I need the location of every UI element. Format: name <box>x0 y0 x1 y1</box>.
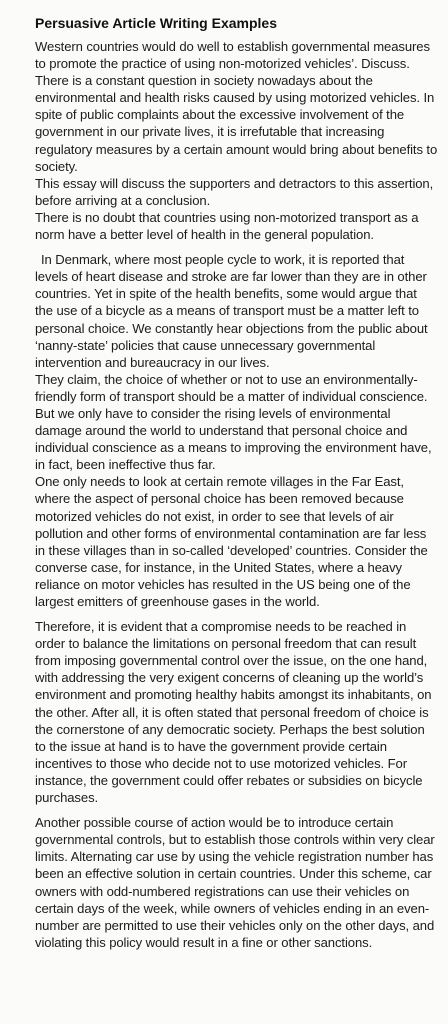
essay-outline-paragraph: This essay will discuss the supporters and detractors to this assertion, before arriving at a conclusion. <box>35 175 434 208</box>
thesis-paragraph: There is no doubt that countries using non-motorized transport as a norm have a better level of health in the general population. <box>35 209 419 243</box>
paragraph-gap <box>35 610 438 618</box>
compromise-paragraph: Therefore, it is evident that a compromise needs to be reached in order to balance the limitations on personal freedom that can result from imposing governmental control over the issue, on the one hand, with addressing the very exigent concerns of cleaning up the world’s environment and promoting healthy habits amongst its inhabitants, on the other. After all, it is often stated that personal freedom of choice is the cornerstone of any democratic society. Perhaps the best solution to the issue at hand is to have the government provide certain incentives to those who decide not to use motorized vehicles. For instance, the government could offer rebates or subsidies on bicycle purchases. <box>35 619 432 806</box>
paragraph-gap <box>35 806 438 814</box>
alternative-action-paragraph: Another possible course of action would be to introduce certain governmental controls, but to establish those controls within very clear limits. Alternating car use by using the vehicle registration number has been an effective solution in certain countries. Under this scheme, car owners with odd-numbered registrations can use their vehicles on certain days of the week, while owners of vehicles ending in an even-number are permitted to use their vehicles only on the other days, and violating this policy would result in a fine or other sanctions. <box>35 815 435 950</box>
far-east-paragraph: One only needs to look at certain remote villages in the Far East, where the aspect of personal choice has been removed because motorized vehicles do not exist, in order to see that levels of air pollution and other forms of environmental contamination are far less in these villages than in so-called ‘developed’ countries. Consider the converse case, for instance, in the United States, where a heavy reliance on motor vehicles has resulted in the US being one of the largest emitters of greenhouse gases in the world. <box>35 474 428 609</box>
introduction-paragraph: There is a constant question in society nowadays about the environmental and health risks caused by using motorized vehicles. In spite of public complaints about the excessive involvement of the government in our private lives, it is irrefutable that increasing regulatory measures by a certain amount would bring about benefits to society. <box>35 73 438 174</box>
denmark-paragraph: In Denmark, where most people cycle to work, it is reported that levels of heart disease and stroke are far lower than they are in other countries. Yet in spite of the health benefits, some would argue that the use of a bicycle as a means of transport must be a matter left to personal choice. We constantly hear objections from the public about ‘nanny-state’ policies that cause unnecessary governmental intervention and bureaucracy in our lives. <box>35 252 428 370</box>
paragraph-gap <box>35 243 438 251</box>
counterargument-paragraph: They claim, the choice of whether or not to use an environmentally-friendly form of transport should be a matter of individual conscience. But we only have to consider the rising levels of environmental damage around the world to understand that personal choice and individual conscience as a means to improving the environment have, in fact, been ineffective thus far. <box>35 371 432 473</box>
essay-prompt: Western countries would do well to establish governmental measures to promote the practice of using non-motorized vehicles’. Discuss. <box>35 39 430 72</box>
document-title: Persuasive Article Writing Examples <box>35 15 277 31</box>
